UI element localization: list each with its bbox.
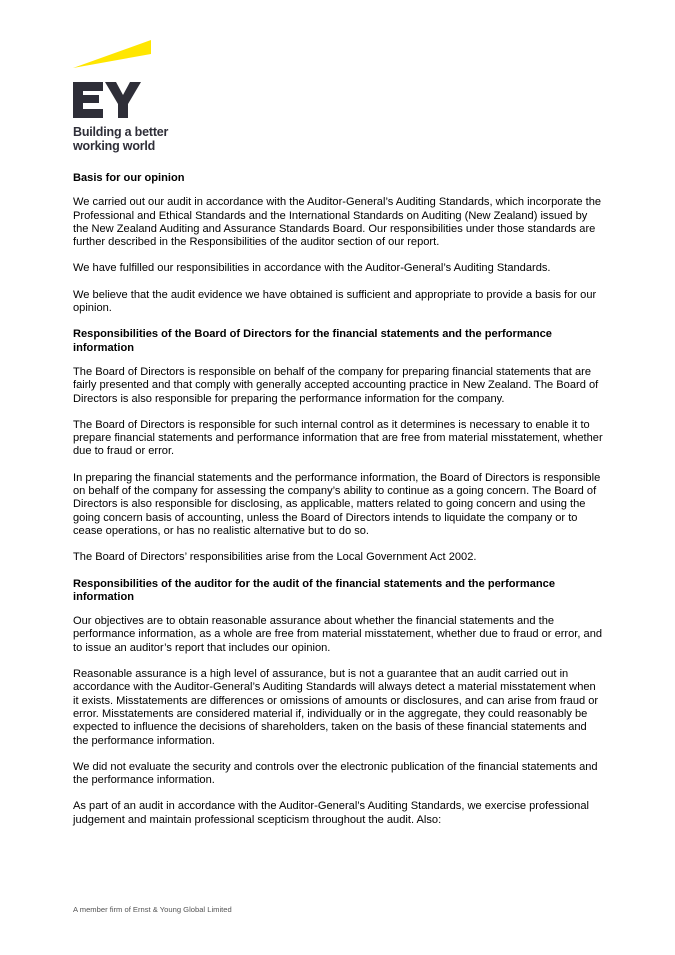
paragraph: We did not evaluate the security and controls over the electronic publication of the financial statements and the performance information. <box>73 760 598 787</box>
report-body <box>73 172 603 840</box>
ey-letters-icon <box>73 82 141 118</box>
tagline-line-2: working world <box>73 138 156 153</box>
section-heading: Responsibilities of the Board of Directors for the financial statements and the performance information <box>73 328 552 354</box>
paragraph: We carried out our audit in accordance with the Auditor-General’s Auditing Standards, which incorporate the Professional and Ethical Standards and the International Standards on Auditing (New Zealand) issued by the New Zealand Auditing and Assurance Standards Board. Our responsibilities under those standards are further described in the Responsibilities of the auditor section of our report. <box>73 196 602 249</box>
section-heading: Responsibilities of the auditor for the audit of the financial statements and the performance information <box>73 577 556 603</box>
brand-tagline <box>73 126 168 153</box>
section-heading: Basis for our opinion <box>73 172 185 184</box>
paragraph: The Board of Directors’ responsibilities arise from the Local Government Act 2002. <box>73 551 477 564</box>
paragraph: In preparing the financial statements and the performance information, the Board of Directors is responsible on behalf of the company for assessing the company’s ability to continue as a going concern. The Board of Directors is also responsible for disclosing, as applicable, matters related to going concern and using the going concern basis of accounting, unless the Board of Directors intends to liquidate the company or to cease operations, or has no realistic alternative but to do so. <box>73 471 601 537</box>
paragraph: Reasonable assurance is a high level of assurance, but is not a guarantee that an audit carried out in accordance with the Auditor-General’s Auditing Standards will always detect a material misstatement when it exists. Misstatements are differences or omissions of amounts or disclosures, and can arise from fraud or error. Misstatements are considered material if, individually or in the aggregate, they could reasonably be expected to influence the decisions of shareholders, taken on the basis of these financial statements and the performance information. <box>73 668 599 747</box>
paragraph: As part of an audit in accordance with the Auditor-General’s Auditing Standards, we exercise professional judgement and maintain professional scepticism throughout the audit. Also: <box>73 800 589 826</box>
section-basis-for-opinion <box>73 172 603 315</box>
paragraph: The Board of Directors is responsible for such internal control as it determines is necessary to enable it to prepare financial statements and performance information that are free from material misstatement, whether due to fraud or error. <box>73 418 603 458</box>
paragraph: We have fulfilled our responsibilities in accordance with the Auditor-General’s Auditing Standards. <box>73 262 551 275</box>
section-auditor-responsibilities <box>73 578 603 827</box>
paragraph: We believe that the audit evidence we have obtained is sufficient and appropriate to provide a basis for our opinion. <box>73 288 597 315</box>
paragraph: Our objectives are to obtain reasonable assurance about whether the financial statements and the performance information, as a whole are free from material misstatement, whether due to fraud or error, and to issue an auditor’s report that includes our opinion. <box>73 615 603 654</box>
tagline-line-1: Building a better <box>73 125 169 139</box>
page-footer: A member firm of Ernst & Young Global Limited <box>73 905 232 914</box>
paragraph: The Board of Directors is responsible on behalf of the company for preparing financial statements that are fairly presented and that comply with generally accepted accounting practice in New Zealand. The Board of Directors is also responsible for preparing the performance information for the company. <box>73 365 599 405</box>
ey-beam-icon <box>73 40 151 68</box>
section-board-responsibilities <box>73 328 603 564</box>
